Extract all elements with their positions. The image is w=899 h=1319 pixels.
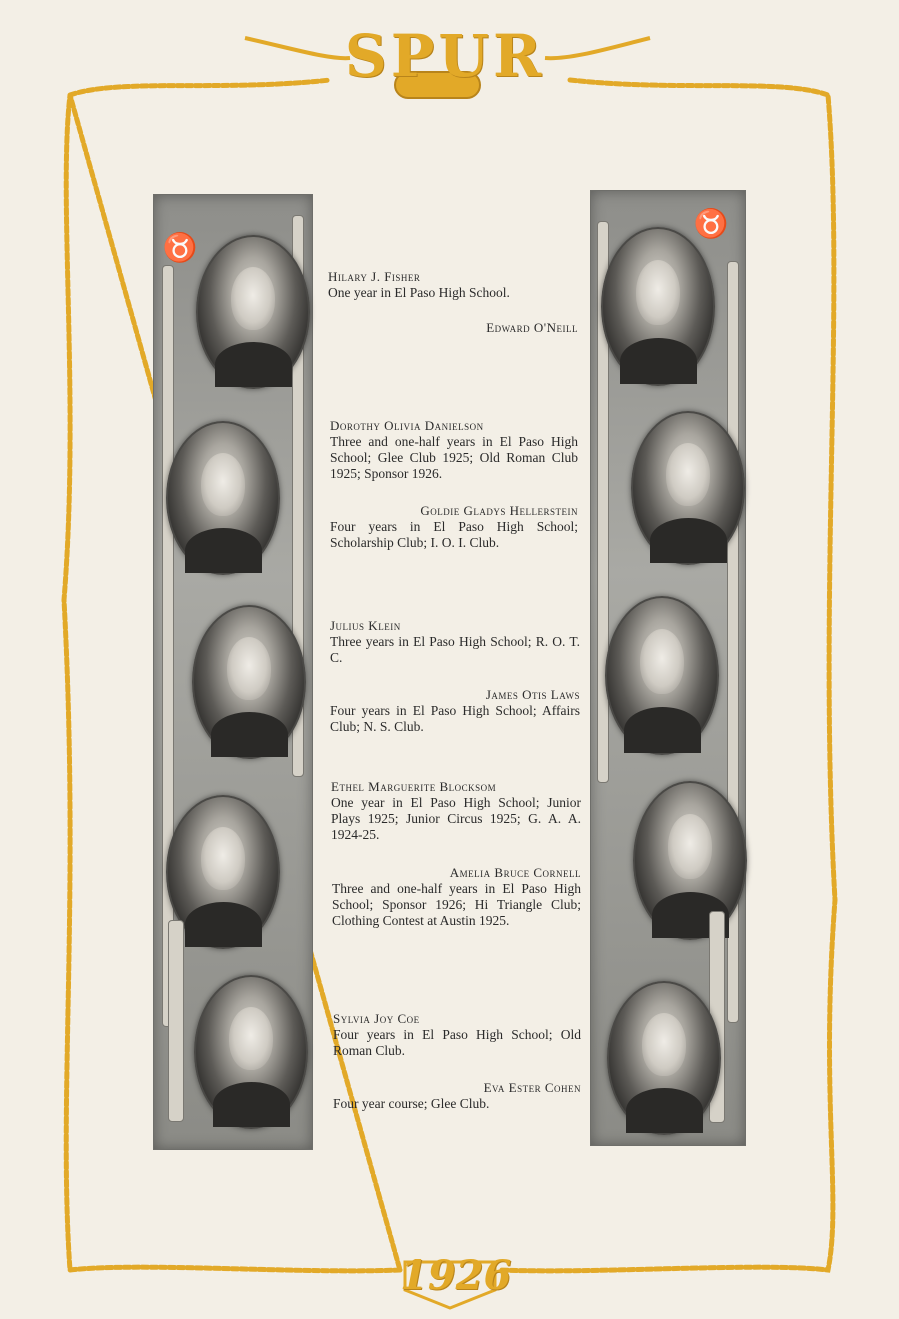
student-entry: [333, 1080, 581, 1112]
student-photo: [605, 596, 719, 755]
student-name: Goldie Gladys Hellerstein: [420, 503, 578, 518]
yearbook-year: 1926: [400, 1252, 512, 1299]
student-desc: One year in El Paso High School; Junior Plays 1925; Junior Circus 1925; G. A. A. 1924-25.: [331, 795, 581, 842]
student-photo: [607, 981, 721, 1135]
student-name: Ethel Marguerite Blocksom: [331, 779, 497, 794]
cactus-icon: [168, 920, 184, 1122]
student-name: Julius Klein: [330, 618, 401, 633]
fence-post-left: [162, 265, 174, 1027]
photo-column-right: [590, 190, 746, 1146]
student-entry: [333, 1011, 581, 1059]
student-photo: [166, 421, 280, 575]
student-entry: [330, 503, 578, 551]
student-name: James Otis Laws: [485, 687, 580, 702]
student-name: Hilary J. Fisher: [328, 269, 421, 284]
student-entry: [328, 320, 578, 336]
student-desc: Three and one-half years in El Paso High School; Sponsor 1926; Hi Triangle Club; Clothing Contest at Austin 1925.: [332, 881, 581, 928]
steer-skull-icon: ♉: [693, 209, 729, 240]
photo-column-left: [153, 194, 313, 1150]
student-entry: [332, 865, 581, 929]
student-photo: [194, 975, 308, 1129]
student-desc: Four year course; Glee Club.: [333, 1096, 490, 1111]
student-entry: [330, 687, 580, 735]
student-photo: [633, 781, 747, 940]
student-name: Sylvia Joy Coe: [333, 1011, 420, 1026]
student-entry: [328, 269, 578, 301]
student-name: Amelia Bruce Cornell: [449, 865, 581, 880]
student-desc: Three and one-half years in El Paso High School; Glee Club 1925; Old Roman Club 1925; Sponsor 1926.: [330, 434, 578, 481]
student-name: Edward O'Neill: [486, 320, 578, 335]
student-photo: [192, 605, 306, 759]
steer-skull-icon: ♉: [162, 233, 198, 264]
student-desc: One year in El Paso High School.: [328, 285, 510, 300]
student-photo: [631, 411, 745, 565]
student-name: Dorothy Olivia Danielson: [330, 418, 484, 433]
student-photo: [601, 227, 715, 386]
student-desc: Four years in El Paso High School; Scholarship Club; I. O. I. Club.: [330, 519, 578, 550]
student-desc: Four years in El Paso High School; Old Roman Club.: [333, 1027, 581, 1058]
student-photo: [196, 235, 310, 389]
student-desc: Four years in El Paso High School; Affairs Club; N. S. Club.: [330, 703, 580, 734]
student-desc: Three years in El Paso High School; R. O. T. C.: [330, 634, 580, 665]
student-entry: [330, 618, 580, 666]
yearbook-title: SPUR: [344, 22, 546, 90]
student-entry: [330, 418, 578, 482]
student-name: Eva Ester Cohen: [483, 1080, 581, 1095]
student-entry: [331, 779, 581, 843]
